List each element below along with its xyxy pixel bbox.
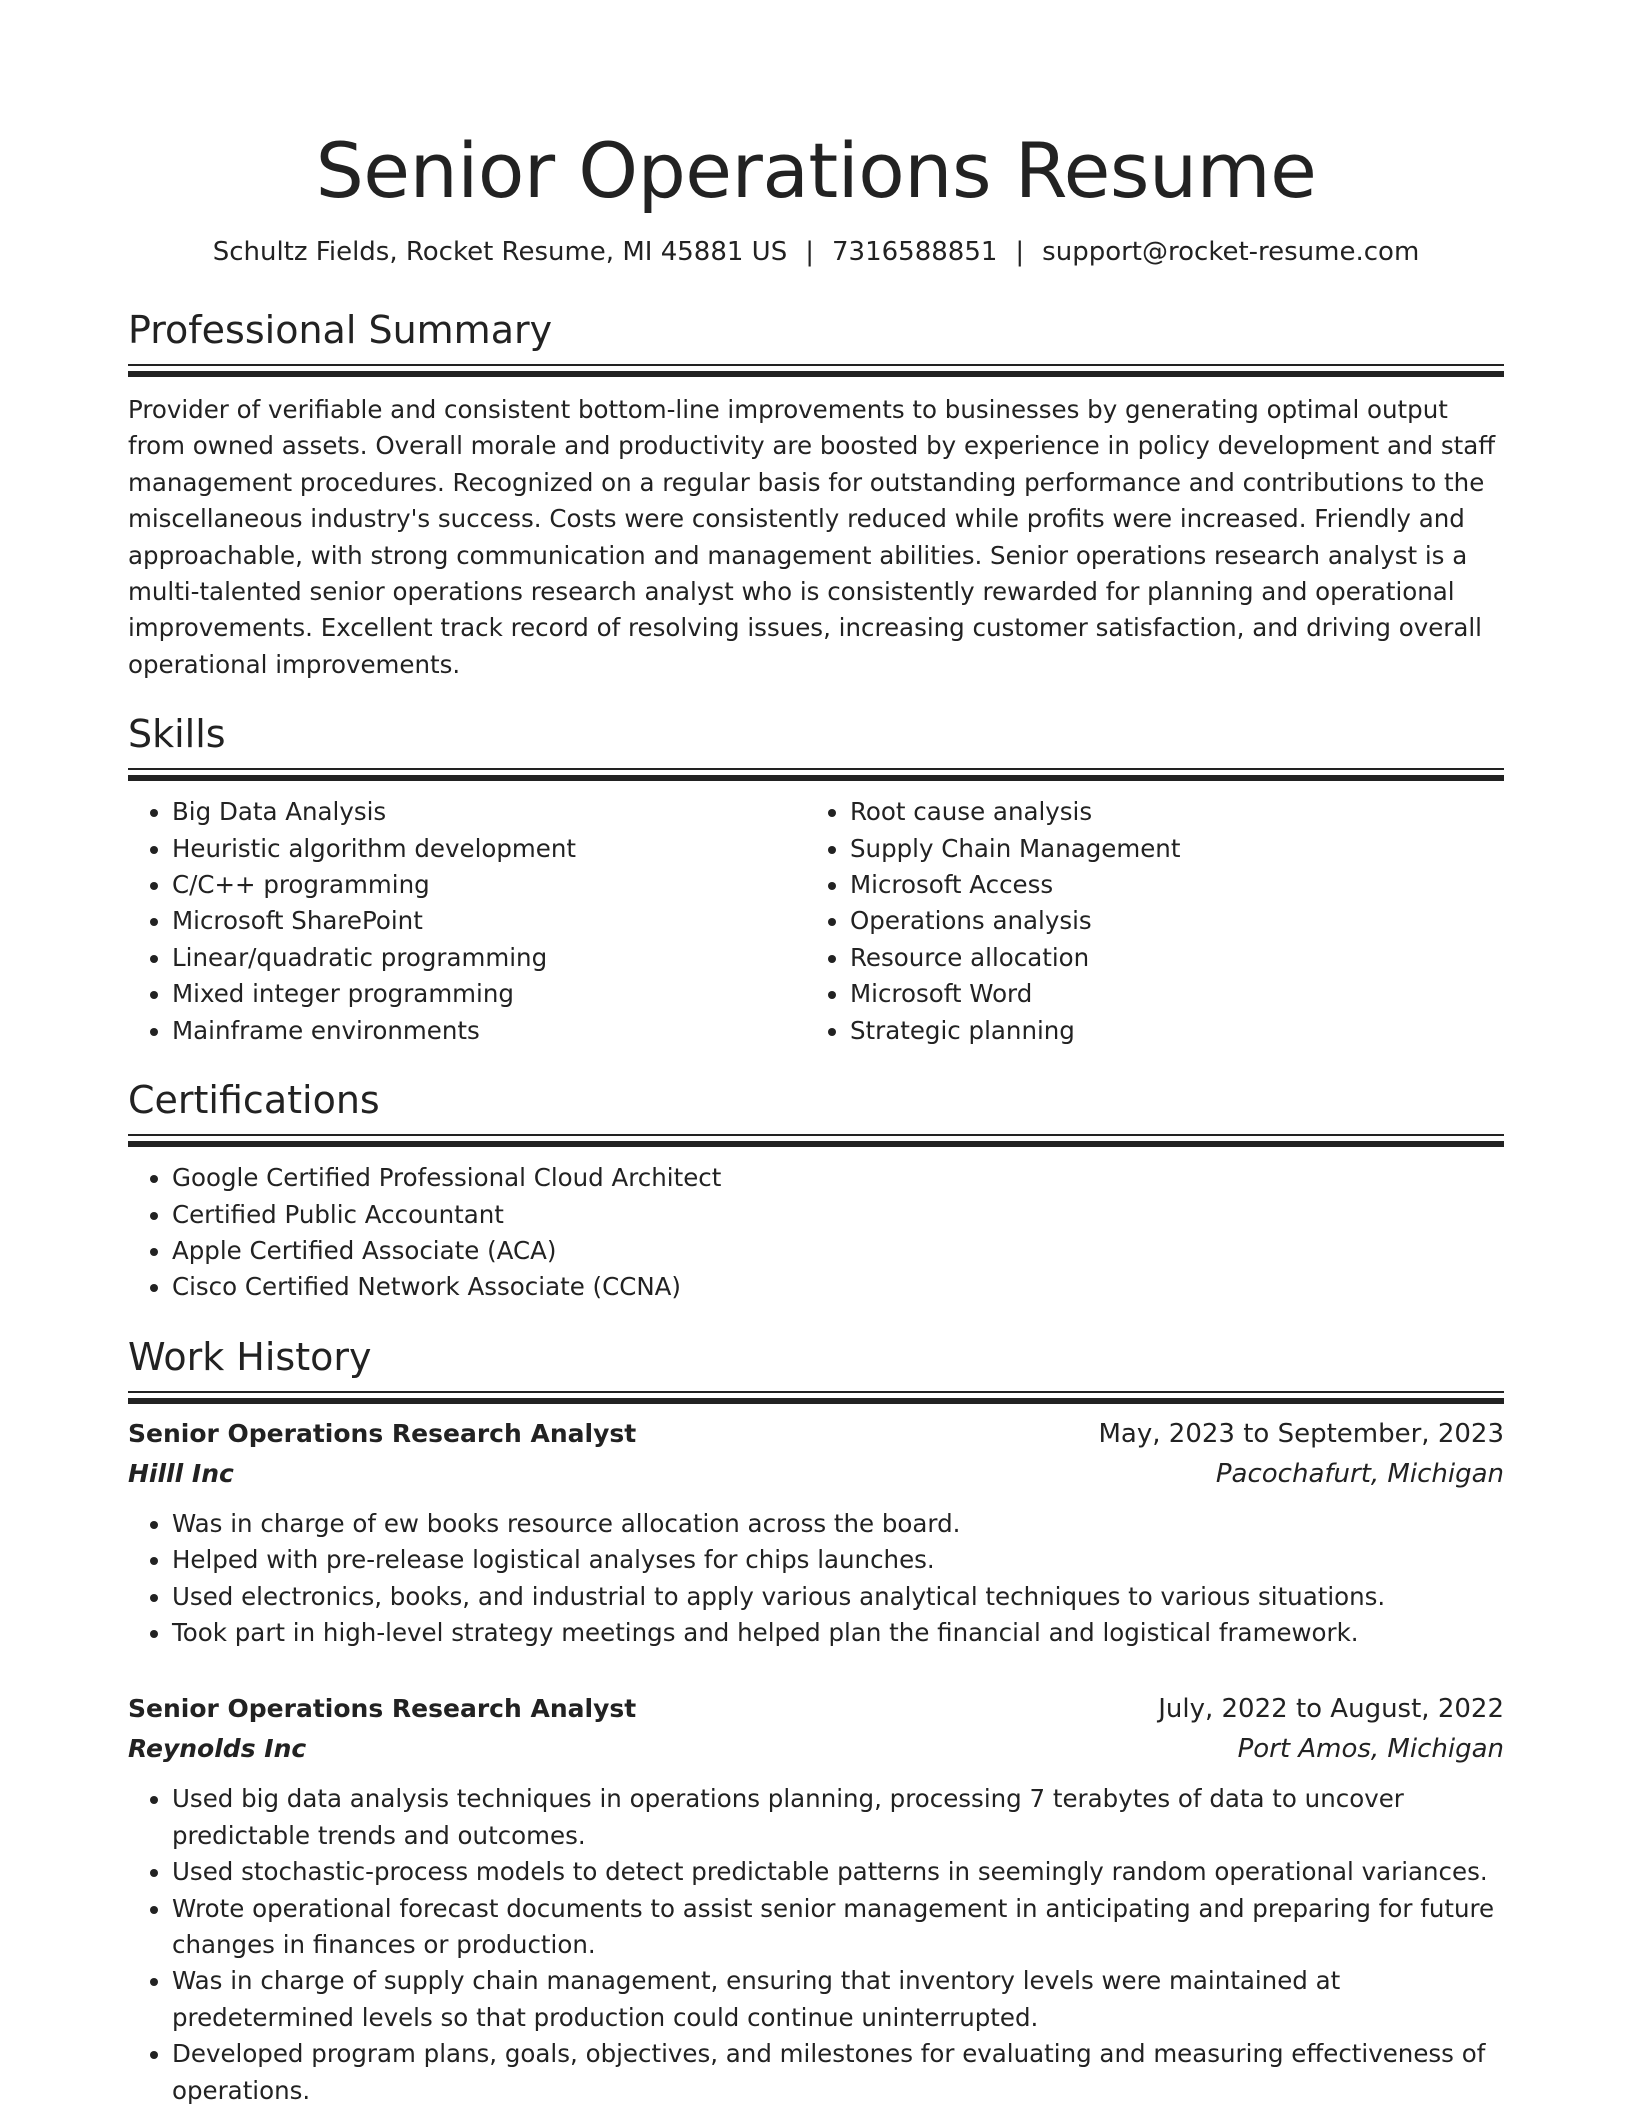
list-item: • Developed program plans, goals, objectives, and milestones for evaluating and measuring effectiveness of operations. (172, 2036, 1504, 2109)
job-location: Pacochafurt, Michigan (1215, 1458, 1504, 1489)
list-item: • Microsoft Word (850, 976, 1484, 1012)
certifications-heading: Certifications (128, 1078, 380, 1123)
list-item: • Supply Chain Management (850, 831, 1484, 867)
list-item: • Used big data analysis techniques in operations planning, processing 7 terabytes of data to uncover predictable trends and outcomes. (172, 1781, 1504, 1854)
certifications-section (128, 1076, 1504, 1306)
contact-line (128, 235, 1504, 269)
contact-separator: | (805, 237, 814, 267)
job-title: Senior Operations Research Analyst (128, 1694, 637, 1724)
list-item: • Took part in high-level strategy meetings and helped plan the financial and logistical framework. (172, 1615, 1504, 1651)
list-item: • C/C++ programming (172, 867, 806, 903)
skills-list-left (128, 794, 806, 1049)
job-bullets (128, 1781, 1504, 2109)
list-item: • Root cause analysis (850, 794, 1484, 830)
job-subheader (128, 1454, 1504, 1494)
certifications-list (128, 1160, 1504, 1306)
job-company: Hilll Inc (128, 1458, 234, 1488)
list-item: • Strategic planning (850, 1013, 1484, 1049)
list-item: • Used stochastic-process models to detect predictable patterns in seemingly random operational variances. (172, 1854, 1504, 1890)
work-history-section (128, 1333, 1504, 2109)
list-item: • Cisco Certified Network Associate (CCNA) (172, 1269, 1504, 1305)
list-item: • Big Data Analysis (172, 794, 806, 830)
skills-column-right (806, 794, 1484, 1049)
skills-grid (128, 794, 1504, 1049)
job-bullets (128, 1506, 1504, 1652)
list-item: • Certified Public Accountant (172, 1197, 1504, 1233)
list-item: • Microsoft Access (850, 867, 1484, 903)
contact-address: Schultz Fields, Rocket Resume, MI 45881 US (212, 237, 788, 267)
section-divider (128, 1391, 1504, 1404)
skills-column-left (128, 794, 806, 1049)
list-item: • Operations analysis (850, 903, 1484, 939)
summary-text: Provider of verifiable and consistent bottom-line improvements to businesses by generating optimal output from owned assets. Overall morale and productivity are boosted by experience in policy development and staff management procedures. Recognized on a regular basis for outstanding performance and contributions to the miscellaneous industry's success. Costs were consistently reduced while profits were increased. Friendly and approachable, with strong communication and management abilities. Senior operations research analyst is a multi-talented senior operations research analyst who is consistently rewarded for planning and operational improvements. Excellent track record of resolving issues, increasing customer satisfaction, and driving overall operational improvements. (128, 395, 1496, 679)
job-header (128, 1414, 1504, 1454)
job-entry (128, 1414, 1504, 1652)
section-divider (128, 1134, 1504, 1147)
page-title: Senior Operations Resume (315, 126, 1317, 215)
list-item: • Wrote operational forecast documents to assist senior management in anticipating and preparing for future changes in finances or production. (172, 1891, 1504, 1964)
summary-heading: Professional Summary (128, 308, 553, 352)
summary-section (128, 306, 1504, 683)
list-item: • Apple Certified Associate (ACA) (172, 1233, 1504, 1269)
list-item: • Microsoft SharePoint (172, 903, 806, 939)
skills-section (128, 710, 1504, 1049)
list-item: • Heuristic algorithm development (172, 831, 806, 867)
list-item: • Mainframe environments (172, 1013, 806, 1049)
section-divider (128, 768, 1504, 781)
job-dates: July, 2022 to August, 2022 (1158, 1694, 1504, 1725)
section-divider (128, 364, 1504, 377)
job-header (128, 1689, 1504, 1729)
job-title: Senior Operations Research Analyst (128, 1418, 637, 1448)
list-item: • Helped with pre-release logistical analyses for chips launches. (172, 1542, 1504, 1578)
list-item: • Resource allocation (850, 940, 1484, 976)
work-history-heading: Work History (128, 1334, 372, 1379)
list-item: • Linear/quadratic programming (172, 940, 806, 976)
job-company: Reynolds Inc (128, 1734, 307, 1764)
job-entry (128, 1689, 1504, 2109)
skills-heading: Skills (128, 712, 226, 757)
list-item: • Used electronics, books, and industrial to apply various analytical techniques to various situations. (172, 1579, 1504, 1615)
job-subheader (128, 1729, 1504, 1769)
contact-separator: | (1015, 237, 1025, 267)
list-item: • Google Certified Professional Cloud Architect (172, 1160, 1504, 1196)
list-item: • Mixed integer programming (172, 976, 806, 1012)
skills-list-right (806, 794, 1484, 1049)
job-location: Port Amos, Michigan (1237, 1734, 1504, 1765)
contact-phone: 7316588851 (831, 237, 998, 267)
contact-email: support@rocket-resume.com (1042, 237, 1420, 267)
list-item: • Was in charge of supply chain management, ensuring that inventory levels were maintained at predetermined levels so that production could continue uninterrupted. (172, 1963, 1504, 2036)
list-item: • Was in charge of ew books resource allocation across the board. (172, 1506, 1504, 1542)
job-dates: May, 2023 to September, 2023 (1098, 1418, 1504, 1449)
